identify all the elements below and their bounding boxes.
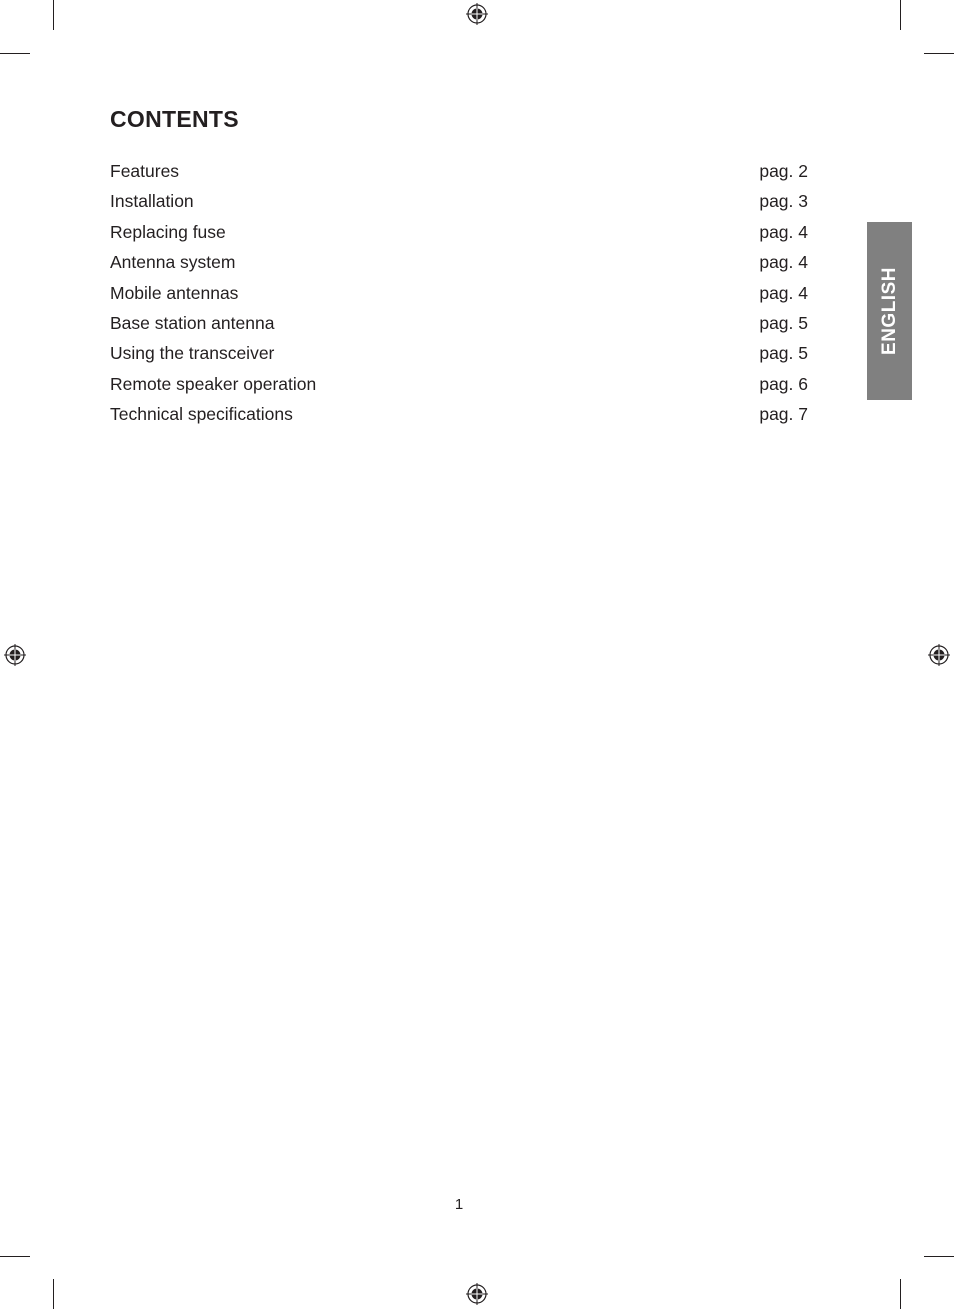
toc-entry-page: pag. 4 — [759, 221, 808, 242]
toc-entry-page: pag. 4 — [759, 282, 808, 303]
toc-entry-label: Antenna system — [110, 252, 236, 273]
table-of-contents — [110, 159, 808, 433]
toc-entry-page: pag. 5 — [759, 312, 808, 333]
crop-mark-top-right-vertical — [900, 0, 901, 30]
crop-mark-bottom-right-horizontal — [924, 1256, 954, 1257]
crop-mark-top-left-vertical — [53, 0, 54, 30]
toc-entry — [110, 372, 808, 402]
registration-mark-icon — [928, 644, 950, 666]
toc-entry-page: pag. 4 — [759, 252, 808, 273]
crop-mark-top-left-horizontal — [0, 53, 30, 54]
toc-entry-label: Installation — [110, 191, 194, 212]
registration-mark-icon — [466, 1283, 488, 1305]
toc-entry — [110, 250, 808, 280]
crop-mark-bottom-left-vertical — [53, 1279, 54, 1309]
toc-entry — [110, 189, 808, 219]
toc-entry — [110, 341, 808, 371]
page-title: CONTENTS — [110, 106, 239, 132]
toc-entry-label: Remote speaker operation — [110, 373, 317, 394]
toc-entry — [110, 159, 808, 189]
toc-entry-page: pag. 5 — [759, 343, 808, 364]
registration-mark-icon — [466, 3, 488, 25]
toc-entry-label: Mobile antennas — [110, 282, 239, 303]
toc-entry-label: Features — [110, 161, 180, 181]
crop-mark-bottom-left-horizontal — [0, 1256, 30, 1257]
toc-entry — [110, 402, 808, 432]
toc-entry-page: pag. 3 — [759, 191, 808, 212]
toc-entry-page: pag. 6 — [759, 373, 808, 394]
language-tab-label: ENGLISH — [878, 267, 900, 355]
toc-entry-label: Technical specifications — [110, 404, 293, 425]
page-number: 1 — [454, 1196, 464, 1213]
toc-entry-page: pag. 2 — [759, 161, 808, 181]
toc-entry-label: Using the transceiver — [110, 343, 275, 364]
language-tab — [867, 222, 912, 400]
toc-entry-page: pag. 7 — [759, 404, 808, 425]
registration-mark-icon — [4, 644, 26, 666]
toc-entry — [110, 281, 808, 311]
crop-mark-bottom-right-vertical — [900, 1279, 901, 1309]
toc-entry — [110, 311, 808, 341]
toc-entry-label: Base station antenna — [110, 312, 275, 333]
crop-mark-top-right-horizontal — [924, 53, 954, 54]
toc-entry — [110, 220, 808, 250]
toc-entry-label: Replacing fuse — [110, 221, 226, 242]
